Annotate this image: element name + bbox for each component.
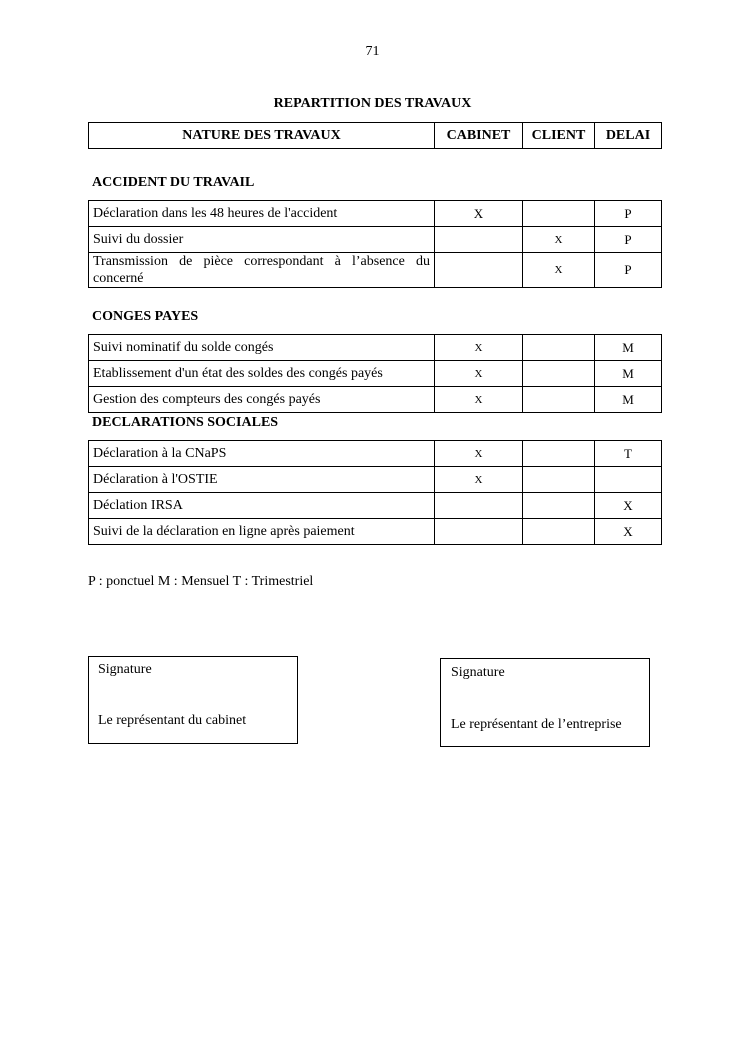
cabinet-cell (435, 493, 523, 519)
table-accident (88, 200, 662, 288)
table-row (89, 335, 662, 361)
table-row (89, 387, 662, 413)
cabinet-cell: X (435, 201, 523, 227)
row-label: Déclaration à l'OSTIE (89, 467, 435, 493)
document-title: REPARTITION DES TRAVAUX (273, 96, 472, 111)
cabinet-cell: X (435, 441, 523, 467)
client-cell (523, 519, 595, 545)
row-label: Transmission de pièce correspondant à l’absence du concerné (89, 253, 435, 288)
table-row (89, 227, 662, 253)
row-label: Suivi du dossier (89, 227, 435, 253)
section-title-declarations: DECLARATIONS SOCIALES (92, 415, 279, 430)
row-label: Suivi de la déclaration en ligne après paiement (89, 519, 435, 545)
header-row (89, 123, 662, 149)
signature-label: Signature (98, 662, 152, 677)
cabinet-cell: X (435, 467, 523, 493)
header-client: CLIENT (523, 123, 595, 149)
signature-box-cabinet (88, 656, 298, 744)
row-label: Etablissement d'un état des soldes des congés payés (89, 361, 435, 387)
delai-cell: X (595, 493, 662, 519)
row-label: Déclaration à la CNaPS (89, 441, 435, 467)
row-label: Suivi nominatif du solde congés (89, 335, 435, 361)
client-cell: X (523, 253, 595, 288)
signature-box-entreprise (440, 658, 650, 747)
table-row (89, 441, 662, 467)
table-row (89, 519, 662, 545)
row-label: Gestion des compteurs des congés payés (89, 387, 435, 413)
header-delai: DELAI (595, 123, 662, 149)
client-cell (523, 493, 595, 519)
table-row (89, 201, 662, 227)
cabinet-cell: X (435, 361, 523, 387)
client-cell (523, 441, 595, 467)
section-title-accident: ACCIDENT DU TRAVAIL (92, 175, 255, 190)
cabinet-cell (435, 227, 523, 253)
delai-cell: P (595, 253, 662, 288)
cabinet-cell: X (435, 387, 523, 413)
signature-role: Le représentant de l’entreprise (451, 717, 622, 732)
cabinet-cell: X (435, 335, 523, 361)
delai-cell (595, 467, 662, 493)
table-row (89, 493, 662, 519)
row-label: Déclation IRSA (89, 493, 435, 519)
client-cell: X (523, 227, 595, 253)
table-row (89, 361, 662, 387)
delai-cell: P (595, 227, 662, 253)
delai-cell: M (595, 387, 662, 413)
client-cell (523, 467, 595, 493)
legend: P : ponctuel M : Mensuel T : Trimestriel (88, 574, 314, 589)
header-cabinet: CABINET (435, 123, 523, 149)
client-cell (523, 387, 595, 413)
delai-cell: P (595, 201, 662, 227)
signature-label: Signature (451, 665, 505, 680)
table-conges (88, 334, 662, 413)
delai-cell: X (595, 519, 662, 545)
delai-cell: M (595, 361, 662, 387)
page-number: 71 (365, 44, 380, 59)
client-cell (523, 361, 595, 387)
table-row (89, 253, 662, 288)
row-label: Déclaration dans les 48 heures de l'accident (89, 201, 435, 227)
header-table (88, 122, 662, 149)
cabinet-cell (435, 253, 523, 288)
table-row (89, 467, 662, 493)
delai-cell: M (595, 335, 662, 361)
signature-role: Le représentant du cabinet (98, 713, 247, 728)
header-nature: NATURE DES TRAVAUX (89, 123, 435, 149)
delai-cell: T (595, 441, 662, 467)
section-title-conges: CONGES PAYES (92, 309, 199, 324)
client-cell (523, 335, 595, 361)
cabinet-cell (435, 519, 523, 545)
table-declarations (88, 440, 662, 545)
client-cell (523, 201, 595, 227)
